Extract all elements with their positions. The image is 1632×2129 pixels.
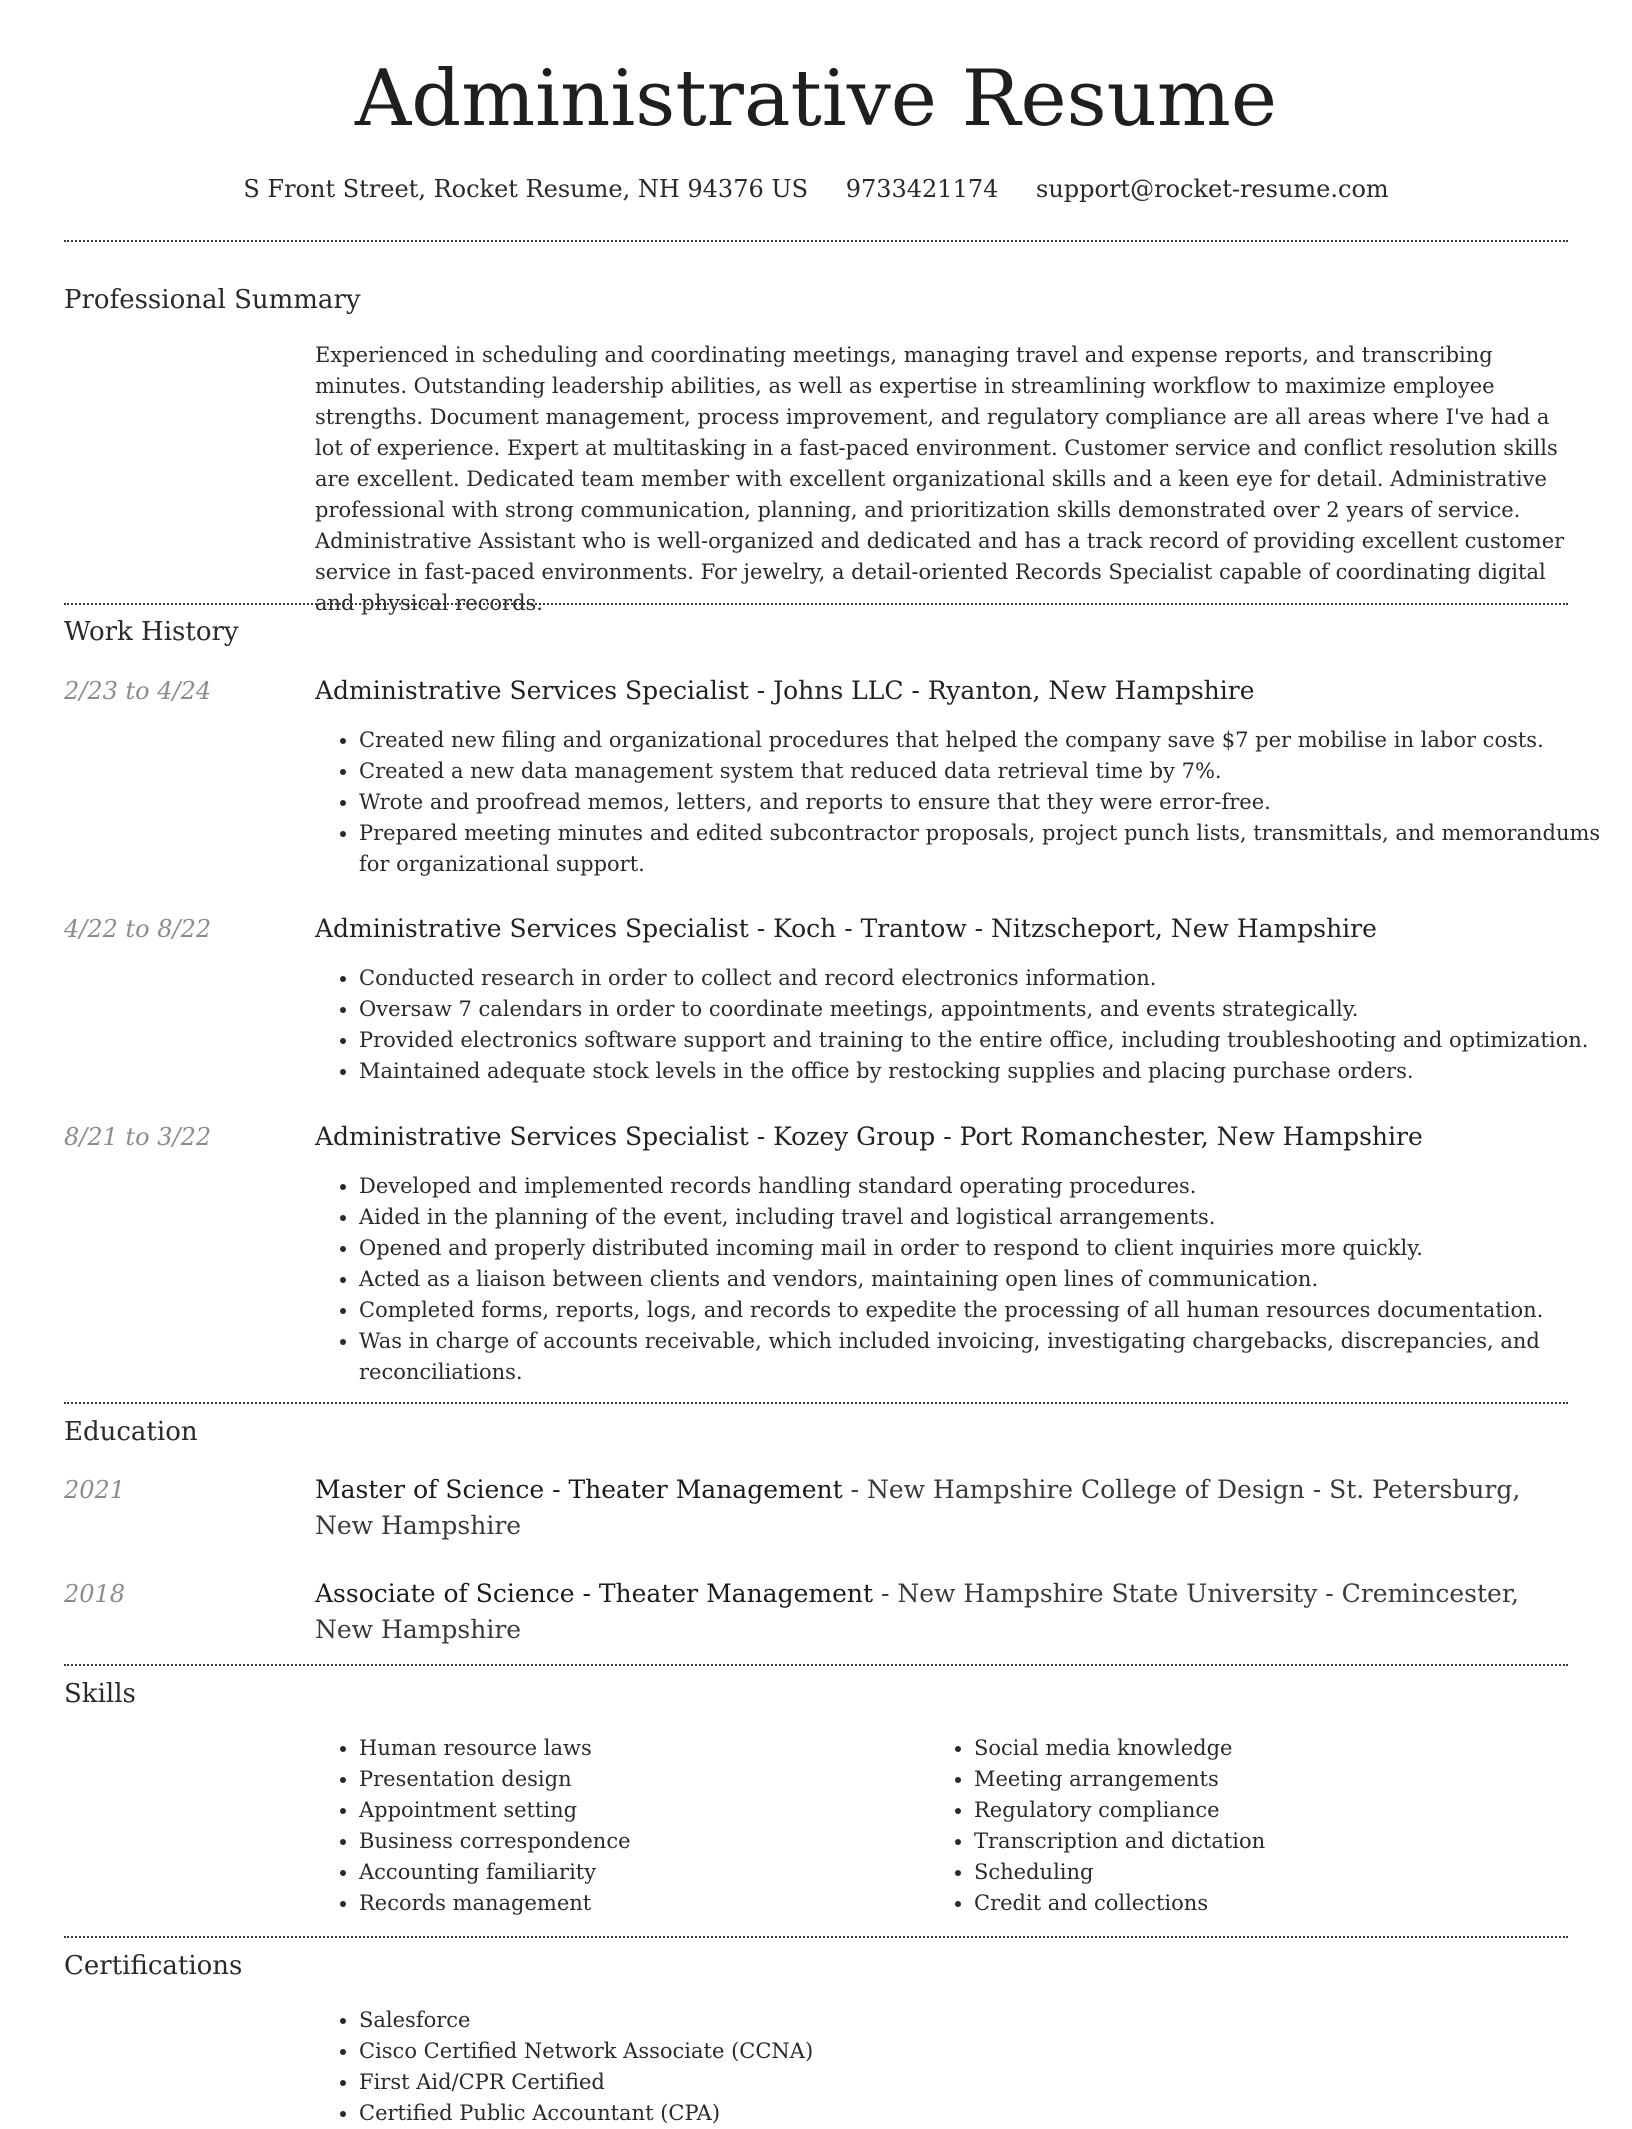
certification-item: • Salesforce [359,2005,1612,2036]
education-degree: Master of Science - Theater Management [315,1475,843,1504]
certification-item: • First Aid/CPR Certified [359,2067,1612,2098]
job-bullets [315,725,1612,880]
section-divider [64,240,1568,242]
job-bullets [315,963,1612,1087]
section-title-certifications: Certifications [64,1951,243,1981]
job-dates: 8/21 to 3/22 [64,1123,212,1151]
skill-item: • Scheduling [974,1857,1632,1888]
contact-phone: 9733421174 [845,175,999,203]
skill-item: • Social media knowledge [974,1733,1632,1764]
contact-email: support@rocket-resume.com [1036,175,1389,203]
skill-item: • Credit and collections [974,1888,1632,1919]
skills-list-right [930,1733,1632,1919]
contact-address: S Front Street, Rocket Resume, NH 94376 US [243,175,809,203]
education-degree: Associate of Science - Theater Management [315,1579,874,1608]
skill-item: • Accounting familiarity [359,1857,1612,1888]
certifications-list [315,2005,1612,2129]
job-bullet: • Aided in the planning of the event, including travel and logistical arrangements. [359,1202,1612,1233]
education-year: 2021 [64,1476,126,1504]
job-bullet: • Oversaw 7 calendars in order to coordinate meetings, appointments, and events strategically. [359,994,1612,1025]
skill-item: • Human resource laws [359,1733,1612,1764]
skill-item: • Meeting arrangements [974,1764,1632,1795]
section-title-summary: Professional Summary [64,285,361,315]
certification-item: • Certified Public Accountant (CPA) [359,2098,1612,2129]
job-title: Administrative Services Specialist - Kozey Group - Port Romanchester, New Hampshire [315,1122,1423,1151]
certification-item: • Cisco Certified Network Associate (CCNA) [359,2036,1612,2067]
job-dates: 4/22 to 8/22 [64,915,212,943]
job-title: Administrative Services Specialist - Koch - Trantow - Nitzscheport, New Hampshire [315,914,1377,943]
job-bullet: • Completed forms, reports, logs, and records to expedite the processing of all human resources documentation. [359,1295,1612,1326]
skill-item: • Records management [359,1888,1612,1919]
skill-item: • Appointment setting [359,1795,1612,1826]
skill-item: • Presentation design [359,1764,1612,1795]
section-title-education: Education [64,1417,198,1447]
skill-item: • Transcription and dictation [974,1826,1632,1857]
section-title-work: Work History [64,617,239,647]
job-bullet: • Developed and implemented records handling standard operating procedures. [359,1171,1612,1202]
job-bullets [315,1171,1612,1388]
job-bullet: • Opened and properly distributed incoming mail in order to respond to client inquiries more quickly. [359,1233,1612,1264]
education-year: 2018 [64,1580,126,1608]
job-bullet: • Created a new data management system that reduced data retrieval time by 7%. [359,756,1612,787]
section-divider [64,1402,1568,1404]
section-divider [64,1664,1568,1666]
job-bullet: • Maintained adequate stock levels in the office by restocking supplies and placing purchase orders. [359,1056,1612,1087]
education-entry [315,1576,1568,1648]
contact-line [64,170,1568,208]
job-bullet: • Provided electronics software support and training to the entire office, including troubleshooting and optimization. [359,1025,1612,1056]
job-bullet: • Prepared meeting minutes and edited subcontractor proposals, project punch lists, transmittals, and memorandums for organizational support. [359,818,1612,880]
education-school: - New Hampshire State University - Cremincester, New Hampshire [315,1579,1519,1644]
job-dates: 2/23 to 4/24 [64,677,212,705]
section-divider [64,603,1568,605]
job-bullet: • Wrote and proofread memos, letters, and reports to ensure that they were error-free. [359,787,1612,818]
job-title: Administrative Services Specialist - Johns LLC - Ryanton, New Hampshire [315,676,1255,705]
education-entry [315,1472,1568,1544]
job-bullet: • Was in charge of accounts receivable, which included invoicing, investigating chargebacks, discrepancies, and reconciliations. [359,1326,1612,1388]
skill-item: • Business correspondence [359,1826,1612,1857]
resume-title: Administrative Resume [354,54,1278,144]
job-bullet: • Conducted research in order to collect and record electronics information. [359,963,1612,994]
skill-item: • Regulatory compliance [974,1795,1632,1826]
job-bullet: • Created new filing and organizational procedures that helped the company save $7 per mobilise in labor costs. [359,725,1612,756]
job-bullet: • Acted as a liaison between clients and vendors, maintaining open lines of communication. [359,1264,1612,1295]
section-title-skills: Skills [64,1679,136,1709]
section-divider [64,1936,1568,1938]
summary-text: Experienced in scheduling and coordinating meetings, managing travel and expense reports, and transcribing minutes. Outstanding leadership abilities, as well as expertise in streamlining workflow to maximize employee strengths. Document management, process improvement, and regulatory compliance are all areas where I've had a lot of experience. Expert at multitasking in a fast-paced environment. Customer service and conflict resolution skills are excellent. Dedicated team member with excellent organizational skills and a keen eye for detail. Administrative professional with strong communication, planning, and prioritization skills demonstrated over 2 years of service. Administrative Assistant who is well-organized and dedicated and has a track record of providing excellent customer service in fast-paced environments. For jewelry, a detail-oriented Records Specialist capable of coordinating digital and physical records. [315,343,1565,615]
education-school: - New Hampshire College of Design - St. Petersburg, New Hampshire [315,1475,1521,1540]
